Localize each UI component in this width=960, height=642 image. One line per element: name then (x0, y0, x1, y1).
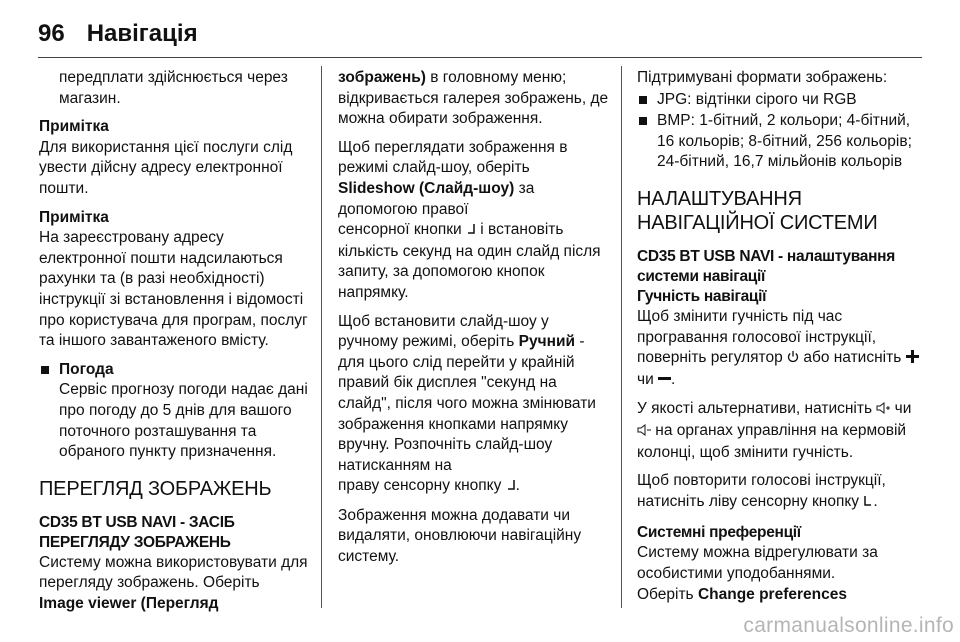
note-1-text: Для використання цієї послуги слід увести дійсну адресу електронної пошти. (39, 138, 293, 197)
gallery-bold: зображень) (338, 69, 426, 86)
column-2 (338, 68, 613, 612)
note-2-title: Примітка (39, 208, 109, 226)
bullet-bmp-text: BMP: 1-бітний, 2 кольори; 4-бітний, 16 кольорів; 8-бітний, 256 кольорів; 24-бітний, 16,7 мільйонів кольорів (657, 112, 912, 171)
bullet-square-icon (639, 96, 647, 104)
bullet-weather-title: Погода (59, 360, 114, 378)
note-2-text: На зареєстровану адресу електронної пошти надсилаються рахунки та (в разі необхідності) інструкції зі встановлення і відомості про користувача для програм, послуг та іншого завантаженого вмісту. (39, 229, 308, 350)
column-divider-1 (321, 66, 322, 608)
column-1 (39, 68, 310, 612)
alternative-paragraph (637, 399, 920, 463)
manual-paragraph (338, 312, 613, 498)
slideshow-paragraph (338, 138, 613, 304)
right-softkey-icon (506, 477, 516, 498)
update-paragraph: Зображення можна додавати чи видаляти, оновлюючи навігаційну систему. (338, 506, 582, 566)
volume-down-icon (637, 422, 651, 443)
section-title-image-viewer: ПЕРЕГЛЯД ЗОБРАЖЕНЬ (39, 477, 272, 500)
slideshow-text-d: і встановіть кількість секунд на один слайд після запиту, за допомогою кнопок напрямку. (338, 221, 601, 301)
page-number: 96 (38, 20, 65, 47)
volume-paragraph (637, 307, 920, 391)
note-2 (39, 208, 310, 352)
subsection-title-nav-settings: CD35 BT USB NAVI - налаштування системи навігації (637, 247, 895, 285)
alt-text-b: чи (890, 400, 912, 418)
page-title: Навігація (86, 20, 198, 47)
subsection-title-image-viewer: CD35 BT USB NAVI - ЗАСІБ ПЕРЕГЛЯДУ ЗОБРАЖЕНЬ (39, 513, 235, 551)
volume-up-icon (876, 400, 890, 421)
bullet-square-icon (41, 366, 49, 374)
continued-text: передплати здійснюється через магазин. (59, 69, 288, 107)
volume-text-a: Щоб змінити гучність під час програвання голосової інструкції, поверніть регулятор (637, 307, 877, 367)
preferences-select (637, 585, 920, 606)
section-title-line-1: НАЛАШТУВАННЯ (637, 187, 802, 210)
plus-icon (906, 349, 919, 370)
volume-text-c: чи (637, 370, 659, 388)
column-3 (637, 68, 920, 612)
watermark: carmanualsonline.info (743, 614, 954, 637)
section-title-line-2: НАВІГАЦІЙНОЇ СИСТЕМИ (637, 211, 878, 234)
volume-text-d: . (671, 370, 676, 388)
slideshow-text-a: Щоб переглядати зображення в режимі слайд-шоу, оберіть (338, 138, 568, 177)
image-viewer-intro (39, 553, 310, 615)
header-rule (38, 57, 922, 58)
power-knob-icon (787, 349, 799, 370)
page-header (38, 14, 198, 54)
note-1-title: Примітка (39, 118, 109, 136)
section-title-nav-settings (637, 187, 920, 235)
repeat-paragraph (637, 471, 920, 513)
preferences-select-text: Оберіть (637, 585, 698, 603)
intro-bold: Image viewer (Перегляд (39, 594, 219, 612)
repeat-text-a: Щоб повторити голосові інструкції, натисніть ліву сенсорну кнопку (637, 472, 886, 510)
column-divider-2 (621, 66, 622, 608)
gallery-text: в головному меню; відкривається галерея зображень, де можна обирати зображення. (338, 69, 609, 128)
alt-text-a: У якості альтернативи, натисніть (637, 400, 877, 418)
preferences-text: Систему можна відрегулювати за особистими уподобаннями. (637, 544, 878, 582)
manual-bold: Ручний (518, 333, 576, 351)
alt-text-c: на органах управління на кермовій колонці, щоб змінити гучність. (637, 421, 907, 461)
gallery-paragraph (338, 68, 613, 130)
note-1 (39, 117, 310, 199)
volume-title: Гучність навігації (637, 287, 767, 305)
volume-text-b: або натисніть (799, 349, 906, 367)
bullet-jpg-text: JPG: відтінки сірого чи RGB (657, 90, 857, 108)
manual-text-c: праву сенсорну кнопку (338, 477, 506, 495)
manual-text-b: - для цього слід перейти у крайній правий бік дисплея "секунд на слайд", після чого можна змінювати зображення кнопками напрямку вручну. Розпочніть слайд-шоу натисканням на (338, 333, 596, 474)
manual-text-d: . (515, 477, 520, 495)
slideshow-text-b: за допомогою правої (338, 179, 535, 218)
intro-text: Систему можна використовувати для перегляду зображень. Оберіть (39, 553, 308, 592)
bullet-weather (39, 360, 310, 463)
bullet-weather-text: Сервіс прогнозу погоди надає дані про погоду до 5 днів для вашого поточного розташування та обраного пункту призначення. (59, 381, 308, 461)
bullet-square-icon (639, 117, 647, 125)
change-preferences-bold: Change preferences (697, 585, 847, 603)
slideshow-bold: Slideshow (Слайд-шоу) (338, 179, 515, 197)
bullet-bmp (637, 111, 920, 173)
preferences-title: Системні преференції (637, 524, 801, 542)
bullet-jpg (637, 90, 920, 111)
manual-text-a: Щоб встановити слайд-шоу у ручному режимі, оберіть (338, 312, 549, 351)
repeat-text-b: . (873, 492, 878, 510)
minus-icon (658, 371, 671, 392)
right-softkey-icon (466, 221, 476, 242)
left-softkey-icon (863, 493, 873, 514)
formats-intro: Підтримувані формати зображень: (637, 69, 888, 86)
slideshow-text-c: сенсорної кнопки (338, 221, 466, 239)
